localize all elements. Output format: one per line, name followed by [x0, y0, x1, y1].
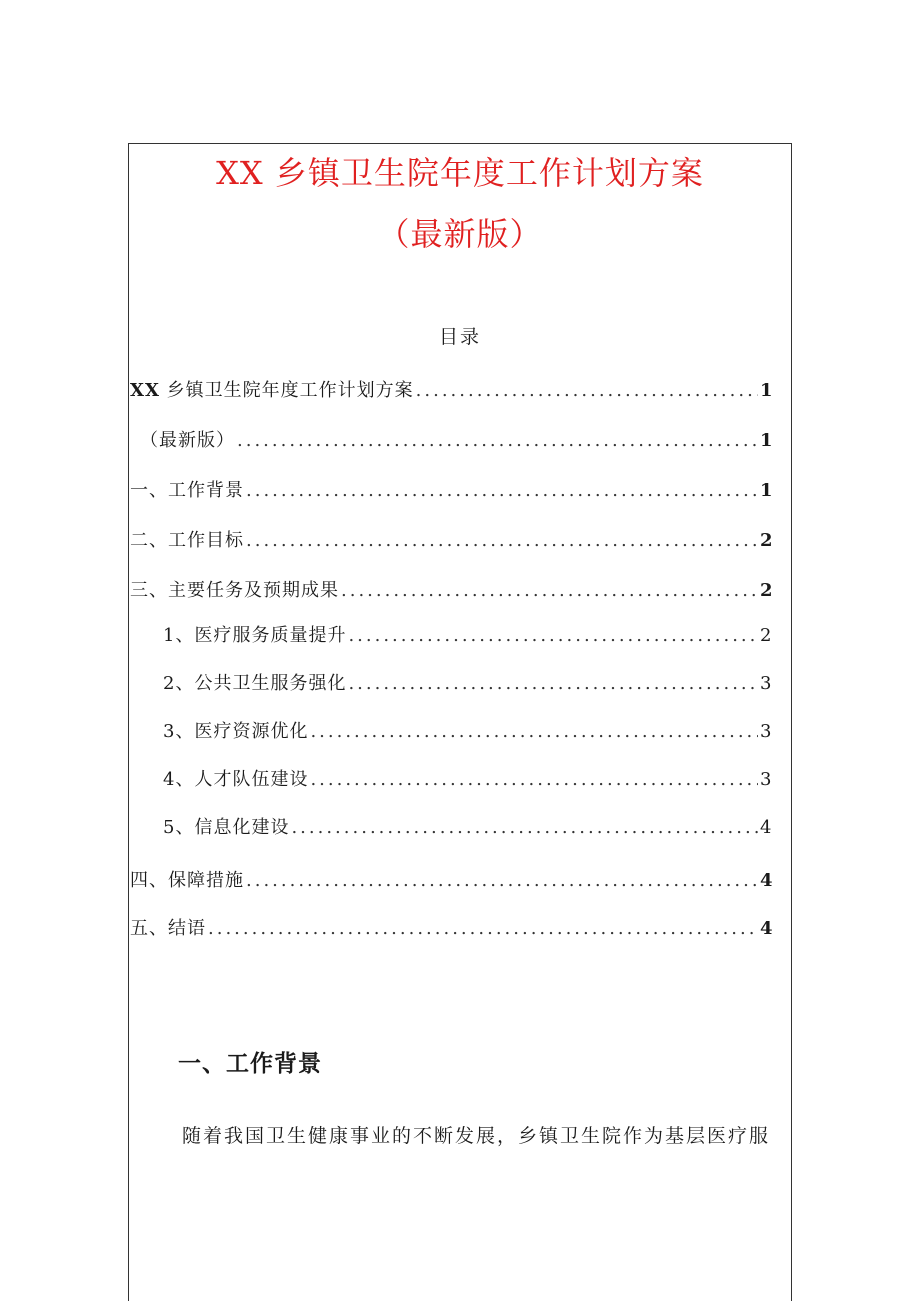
toc-page-number: 1: [760, 380, 774, 401]
toc-leader-dots: [237, 430, 758, 451]
document-title: [128, 148, 792, 194]
toc-leader-dots: [246, 480, 758, 501]
toc-entry-sub-3[interactable]: [163, 717, 773, 747]
toc-entry-label: 五、结语: [130, 918, 206, 939]
toc-entry-sub-5[interactable]: [163, 813, 773, 843]
toc-entry-sub-4[interactable]: [163, 765, 773, 795]
toc-entry-label: 3、医疗资源优化: [163, 721, 309, 742]
toc-entry-sub-1[interactable]: [163, 621, 773, 651]
toc-entry-label: 一、工作背景: [130, 480, 244, 501]
toc-entry-label: 2、公共卫生服务强化: [163, 673, 347, 694]
toc-entry-background[interactable]: [130, 476, 774, 506]
toc-heading: 目录: [438, 326, 481, 348]
toc-page-number: 4: [760, 918, 774, 939]
toc-page-number: 1: [760, 430, 774, 451]
toc-leader-dots: [246, 530, 758, 551]
toc-leader-dots: [208, 918, 758, 939]
section-heading: 一、工作背景: [178, 1051, 322, 1077]
toc-entry-label: 四、保障措施: [130, 870, 244, 891]
toc-entry-label: XX 乡镇卫生院年度工作计划方案: [130, 380, 414, 401]
title-prefix: XX: [216, 154, 264, 192]
toc-leader-dots: [246, 870, 758, 891]
toc-leader-dots: [341, 580, 758, 601]
toc-entry-goals[interactable]: [130, 526, 774, 556]
toc-leader-dots: [416, 380, 758, 401]
toc-page-number: 1: [760, 480, 774, 501]
toc-entry-conclusion[interactable]: [130, 914, 774, 944]
toc-entry-label: 二、工作目标: [130, 530, 244, 551]
toc-leader-dots: [291, 817, 758, 838]
toc-leader-dots: [310, 721, 758, 742]
toc-entry-measures[interactable]: [130, 866, 774, 896]
toc-entry-label: 4、人才队伍建设: [163, 769, 309, 790]
toc-entry-subtitle[interactable]: [140, 426, 774, 456]
toc-entry-sub-2[interactable]: [163, 669, 773, 699]
toc-page-number: 4: [760, 817, 773, 838]
toc-page-number: 2: [760, 580, 774, 601]
toc-page-number: 4: [760, 870, 774, 891]
toc-leader-dots: [348, 625, 758, 646]
toc-entry-title[interactable]: [130, 376, 774, 406]
toc-entry-tasks[interactable]: [130, 576, 774, 606]
document-subtitle: （最新版）: [377, 215, 543, 253]
toc-page-number: 3: [760, 721, 773, 742]
toc-entry-label: 5、信息化建设: [163, 817, 290, 838]
toc-page-number: 3: [760, 673, 773, 694]
title-main-text: 乡镇卫生院年度工作计划方案: [274, 154, 704, 192]
toc-page-number: 2: [760, 530, 774, 551]
toc-entry-label: 1、医疗服务质量提升: [163, 625, 347, 646]
toc-page-number: 2: [760, 625, 773, 646]
body-paragraph: 随着我国卫生健康事业的不断发展，乡镇卫生院作为基层医疗服: [182, 1125, 771, 1147]
toc-leader-dots: [348, 673, 758, 694]
toc-leader-dots: [310, 769, 758, 790]
toc-entry-label: （最新版）: [140, 430, 235, 451]
toc-page-number: 3: [760, 769, 773, 790]
toc-entry-label: 三、主要任务及预期成果: [130, 580, 339, 601]
